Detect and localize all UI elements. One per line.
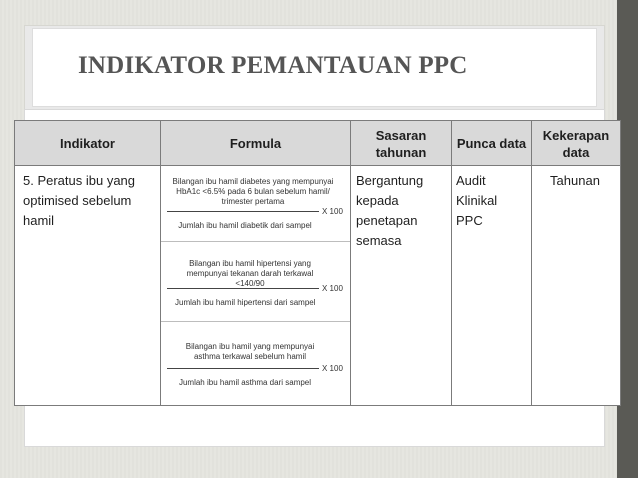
formula-hypertension-multiplier: X 100 (322, 284, 343, 293)
formula-hypertension-line (167, 288, 319, 289)
header-formula: Formula (229, 136, 282, 151)
header-kekerapan: Kekerapan data (542, 127, 610, 160)
indikator-cell: 5. Peratus ibu yang optimised sebelum hamil (23, 173, 136, 228)
sasaran-cell: Bergantung kepada penetapan semasa (356, 173, 424, 248)
formula-asthma-line (167, 368, 319, 369)
header-indikator: Indikator (60, 136, 115, 151)
formula-diabetes-denominator: Jumlah ibu hamil diabetik dari sampel (178, 221, 312, 230)
header-sasaran: Sasaran tahunan (375, 127, 427, 160)
formula-hypertension-numerator: Bilangan ibu hamil hipertensi yang mempunyai tekanan darah terkawal <140/90 (186, 259, 314, 288)
formula-diabetes-line (167, 211, 319, 212)
kekerapan-cell: Tahunan (550, 173, 600, 188)
formula-asthma-numerator: Bilangan ibu hamil yang mempunyai asthma terkawal sebelum hamil (185, 342, 315, 361)
header-punca: Punca data (456, 136, 527, 151)
punca-cell: Audit Klinikal PPC (456, 173, 498, 228)
formula-hypertension-denominator: Jumlah ibu hamil hipertensi dari sampel (175, 298, 316, 307)
formula-asthma-denominator: Jumlah ibu hamil asthma dari sampel (178, 378, 312, 387)
indicator-table (14, 120, 621, 406)
page-title: INDIKATOR PEMANTAUAN PPC (78, 52, 468, 79)
formula-diabetes-numerator: Bilangan ibu hamil diabetes yang mempunyai HbA1c <6.5% pada 6 bulan sebelum hamil/ trimester pertama (172, 177, 334, 206)
formula-diabetes-multiplier: X 100 (322, 207, 343, 216)
formula-asthma-multiplier: X 100 (322, 364, 343, 373)
